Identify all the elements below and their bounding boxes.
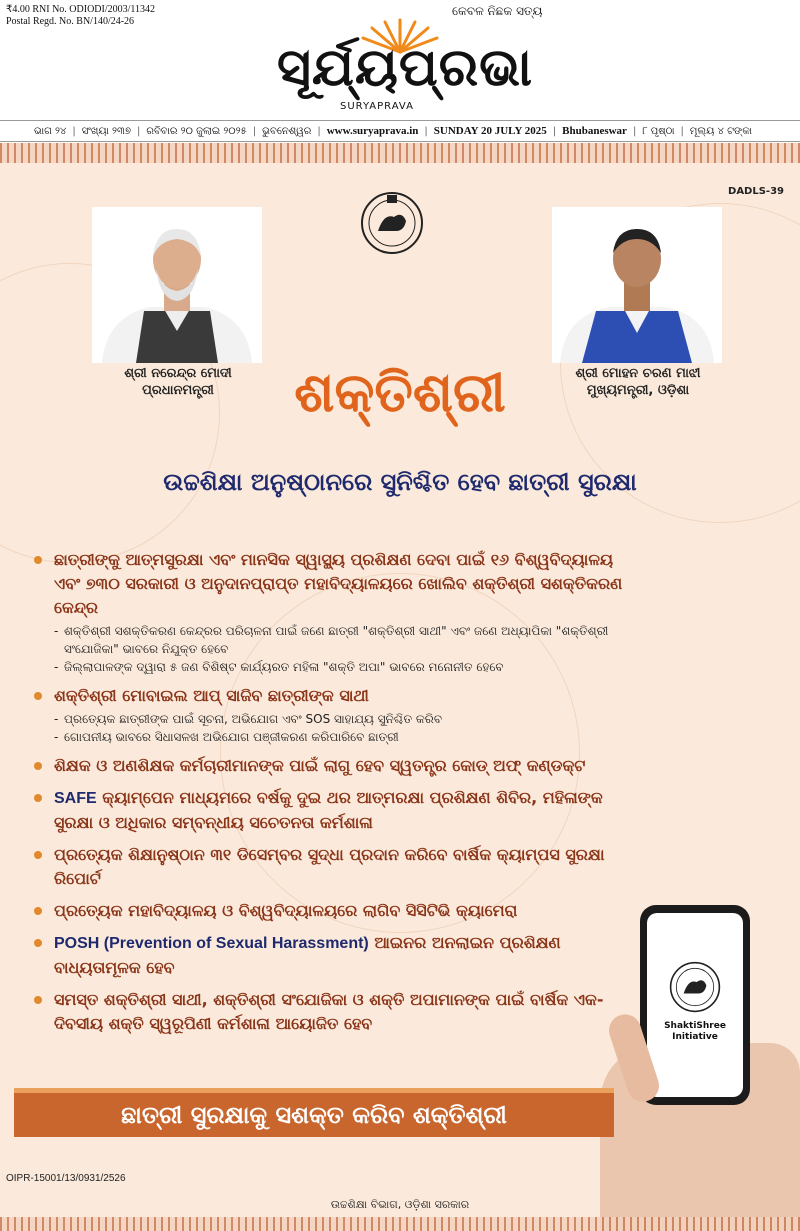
portrait-chief-minister (552, 207, 722, 363)
left-person-name: ଶ୍ରୀ ନରେନ୍ଦ୍ର ମୋଦୀ (124, 366, 232, 381)
right-person-caption (538, 365, 738, 399)
part-number: ଭାଗ ୨୪ (34, 125, 67, 137)
phone-screen (647, 913, 743, 1097)
bullet-item: POSH (Prevention of Sexual Harassment) ଆଇନର ଅନଲାଇନ ପ୍ରଶିକ୍ଷଣ ବାଧ୍ୟତାମୂଳକ ହେବ (30, 931, 630, 980)
bullet-item: ଶକ୍ତିଶ୍ରୀ ମୋବାଇଲ ଆପ୍ ସାଜିବ ଛାତ୍ରୀଙ୍କ ସାଥୀ (30, 684, 630, 708)
newspaper-logo: ସୂର୍ଯ୍ୟପ୍ରଭା (277, 38, 533, 98)
left-person-caption (78, 365, 278, 399)
right-person-role: ମୁଖ୍ୟମନ୍ତ୍ରୀ, ଓଡ଼ିଶା (586, 383, 690, 398)
bullet-item: ସମସ୍ତ ଶକ୍ତିଶ୍ରୀ ସାଥୀ, ଶକ୍ତିଶ୍ରୀ ସଂଯୋଜିକା ଓ ଶକ୍ତି ଅପାମାନଙ୍କ ପାଇଁ ବାର୍ଷିକ ଏକ-ଦିବସୀୟ ଶକ୍ତି ସ୍ୱରୂପିଣୀ କର୍ମଶାଳା ଆୟୋଜିତ ହେବ (30, 988, 630, 1036)
sub-bullet: - ଗୋପନୀୟ ଭାବରେ ସିଧାସଳଖ ଅଭିଯୋଗ ପଞ୍ଜୀକରଣ କରିପାରିବେ ଛାତ୍ରୀ (54, 730, 399, 744)
department-footer: ଉଚ୍ଚଶିକ୍ଷା ବିଭାଗ, ଓଡ଼ିଶା ସରକାର (330, 1198, 470, 1211)
masthead (0, 0, 800, 120)
price: ମୂଲ୍ୟ ୪ ଟଙ୍କା (689, 125, 752, 137)
bullet-item: SAFE କ୍ୟାମ୍ପେନ ମାଧ୍ୟମରେ ବର୍ଷକୁ ଦୁଇ ଥର ଆତ୍ମରକ୍ଷା ପ୍ରଶିକ୍ଷଣ ଶିବିର, ମହିଳାଙ୍କ ସୁରକ୍ଷା ଓ ଅଧିକାର ସମ୍ବନ୍ଧୀୟ ସଚେତନତା କର୍ମଶାଳା (30, 786, 630, 835)
page-count: ୮ ପୃଷ୍ଠା (642, 125, 675, 137)
advert-title: ଶକ୍ତିଶ୍ରୀ (294, 361, 506, 424)
date-english: SUNDAY 20 JULY 2025 (433, 125, 547, 137)
rni-info (6, 4, 155, 28)
logo-latin: SURYAPRAVA (340, 101, 414, 112)
left-person-role: ପ୍ରଧାନମନ୍ତ୍ରୀ (142, 383, 214, 398)
odisha-emblem-icon (669, 961, 721, 1013)
portrait-prime-minister (92, 207, 262, 363)
tagline: କେବଳ ନିଛକ ସତ୍ୟ (452, 4, 543, 18)
bullet-list (30, 548, 630, 1038)
city-odia: ଭୁବନେଶ୍ୱର (262, 125, 312, 137)
dateline: ଭାଗ ୨୪ | ସଂଖ୍ୟା ୨୩୭ | ରବିବାର ୨୦ ଜୁଲାଇ ୨୦୨୫ | ଭୁବନେଶ୍ୱର | www.suryaprava.in | SUNDAY 20 JULY 2025 | Bhubaneswar | ୮ ପୃଷ୍ଠା | ମୂଲ୍ୟ ୪ ଟଙ୍କା (0, 120, 800, 142)
bullet-item: ଛାତ୍ରୀଙ୍କୁ ଆତ୍ମସୁରକ୍ଷା ଏବଂ ମାନସିକ ସ୍ୱାସ୍ଥ୍ୟ ପ୍ରଶିକ୍ଷଣ ଦେବା ପାଇଁ ୧୬ ବିଶ୍ୱବିଦ୍ୟାଳୟ ଏବଂ ୭୩୦ ସରକାରୀ ଓ ଅନୁଦାନପ୍ରାପ୍ତ ମହାବିଦ୍ୟାଳୟରେ ଖୋଲିବ ଶକ୍ତିଶ୍ରୀ ସଶକ୍ତିକରଣ କେନ୍ଦ୍ର (30, 548, 630, 620)
slogan-banner: ଛାତ୍ରୀ ସୁରକ୍ଷାକୁ ସଶକ୍ତ କରିବ ଶକ୍ତିଶ୍ରୀ (14, 1093, 614, 1137)
bullet-item: ଶିକ୍ଷକ ଓ ଅଣଶିକ୍ଷକ କର୍ମଚାରୀମାନଙ୍କ ପାଇଁ ଲାଗୁ ହେବ ସ୍ୱତନ୍ତ୍ର କୋଡ୍ ଅଫ୍ କଣ୍ଡକ୍ଟ (30, 754, 630, 778)
sub-bullet: - ଶକ୍ତିଶ୍ରୀ ସଶକ୍ତିକରଣ କେନ୍ଦ୍ରର ପରିଚାଳନା ପାଇଁ ଜଣେ ଛାତ୍ରୀ "ଶକ୍ତିଶ୍ରୀ ସାଥୀ" ଏବଂ ଜଣେ ଅଧ୍ୟାପିକା "ଶକ୍ତିଶ୍ରୀ ସଂଯୋଜିକା" ଭାବରେ ନିଯୁକ୍ତ ହେବେ (54, 624, 609, 656)
advert-code: DADLS-39 (728, 186, 784, 197)
bottom-ornament-border (0, 1217, 800, 1231)
advert-subtitle: ଉଚ୍ଚଶିକ୍ଷା ଅନୁଷ୍ଠାନରେ ସୁନିଶ୍ଚିତ ହେବ ଛାତ୍ରୀ ସୁରକ୍ଷା (163, 468, 637, 496)
issue-number: ସଂଖ୍ୟା ୨୩୭ (81, 125, 132, 137)
date-odia: ରବିବାର ୨୦ ଜୁଲାଇ ୨୦୨୫ (146, 125, 247, 137)
top-ornament-border (0, 143, 800, 163)
postal-reg: Postal Regd. No. BN/140/24-26 (6, 16, 135, 27)
bullet-item: ପ୍ରତ୍ୟେକ ମହାବିଦ୍ୟାଳୟ ଓ ବିଶ୍ୱବିଦ୍ୟାଳୟରେ ଲାଗିବ ସିସିଟିଭି କ୍ୟାମେରା (30, 899, 630, 923)
rni-number: ₹4.00 RNI No. ODIODI/2003/11342 (6, 4, 156, 15)
bullet-item: ପ୍ରତ୍ୟେକ ଶିକ୍ଷାନୁଷ୍ଠାନ ୩୧ ଡିସେମ୍ବର ସୁଦ୍ଧା ପ୍ରଦାନ କରିବେ ବାର୍ଷିକ କ୍ୟାମ୍ପସ ସୁରକ୍ଷା ରିପୋର୍ଟ (30, 843, 630, 891)
phone-label: ShaktiShree Initiative (664, 1021, 726, 1042)
sub-bullet: - ଜିଲ୍ଲାପାଳଙ୍କ ଦ୍ୱାରା ୫ ଜଣ ବିଶିଷ୍ଟ କାର୍ଯ୍ୟରତ ମହିଳା "ଶକ୍ତି ଅପା" ଭାବରେ ମନୋନୀତ ହେବେ (54, 660, 504, 674)
advert-panel (0, 143, 800, 1231)
right-person-name: ଶ୍ରୀ ମୋହନ ଚରଣ ମାଝୀ (575, 366, 701, 381)
city-english: Bhubaneswar (562, 125, 627, 137)
sub-bullet: - ପ୍ରତ୍ୟେକ ଛାତ୍ରୀଙ୍କ ପାଇଁ ସୂଚନା, ଅଭିଯୋଗ ଏବଂ SOS ସାହାଯ୍ୟ ସୁନିଶ୍ଚିତ କରିବ (54, 712, 443, 726)
odisha-emblem-icon (360, 191, 424, 255)
website-link[interactable]: www.suryaprava.in (326, 125, 419, 137)
oipr-code: OIPR-15001/13/0931/2526 (6, 1173, 126, 1184)
